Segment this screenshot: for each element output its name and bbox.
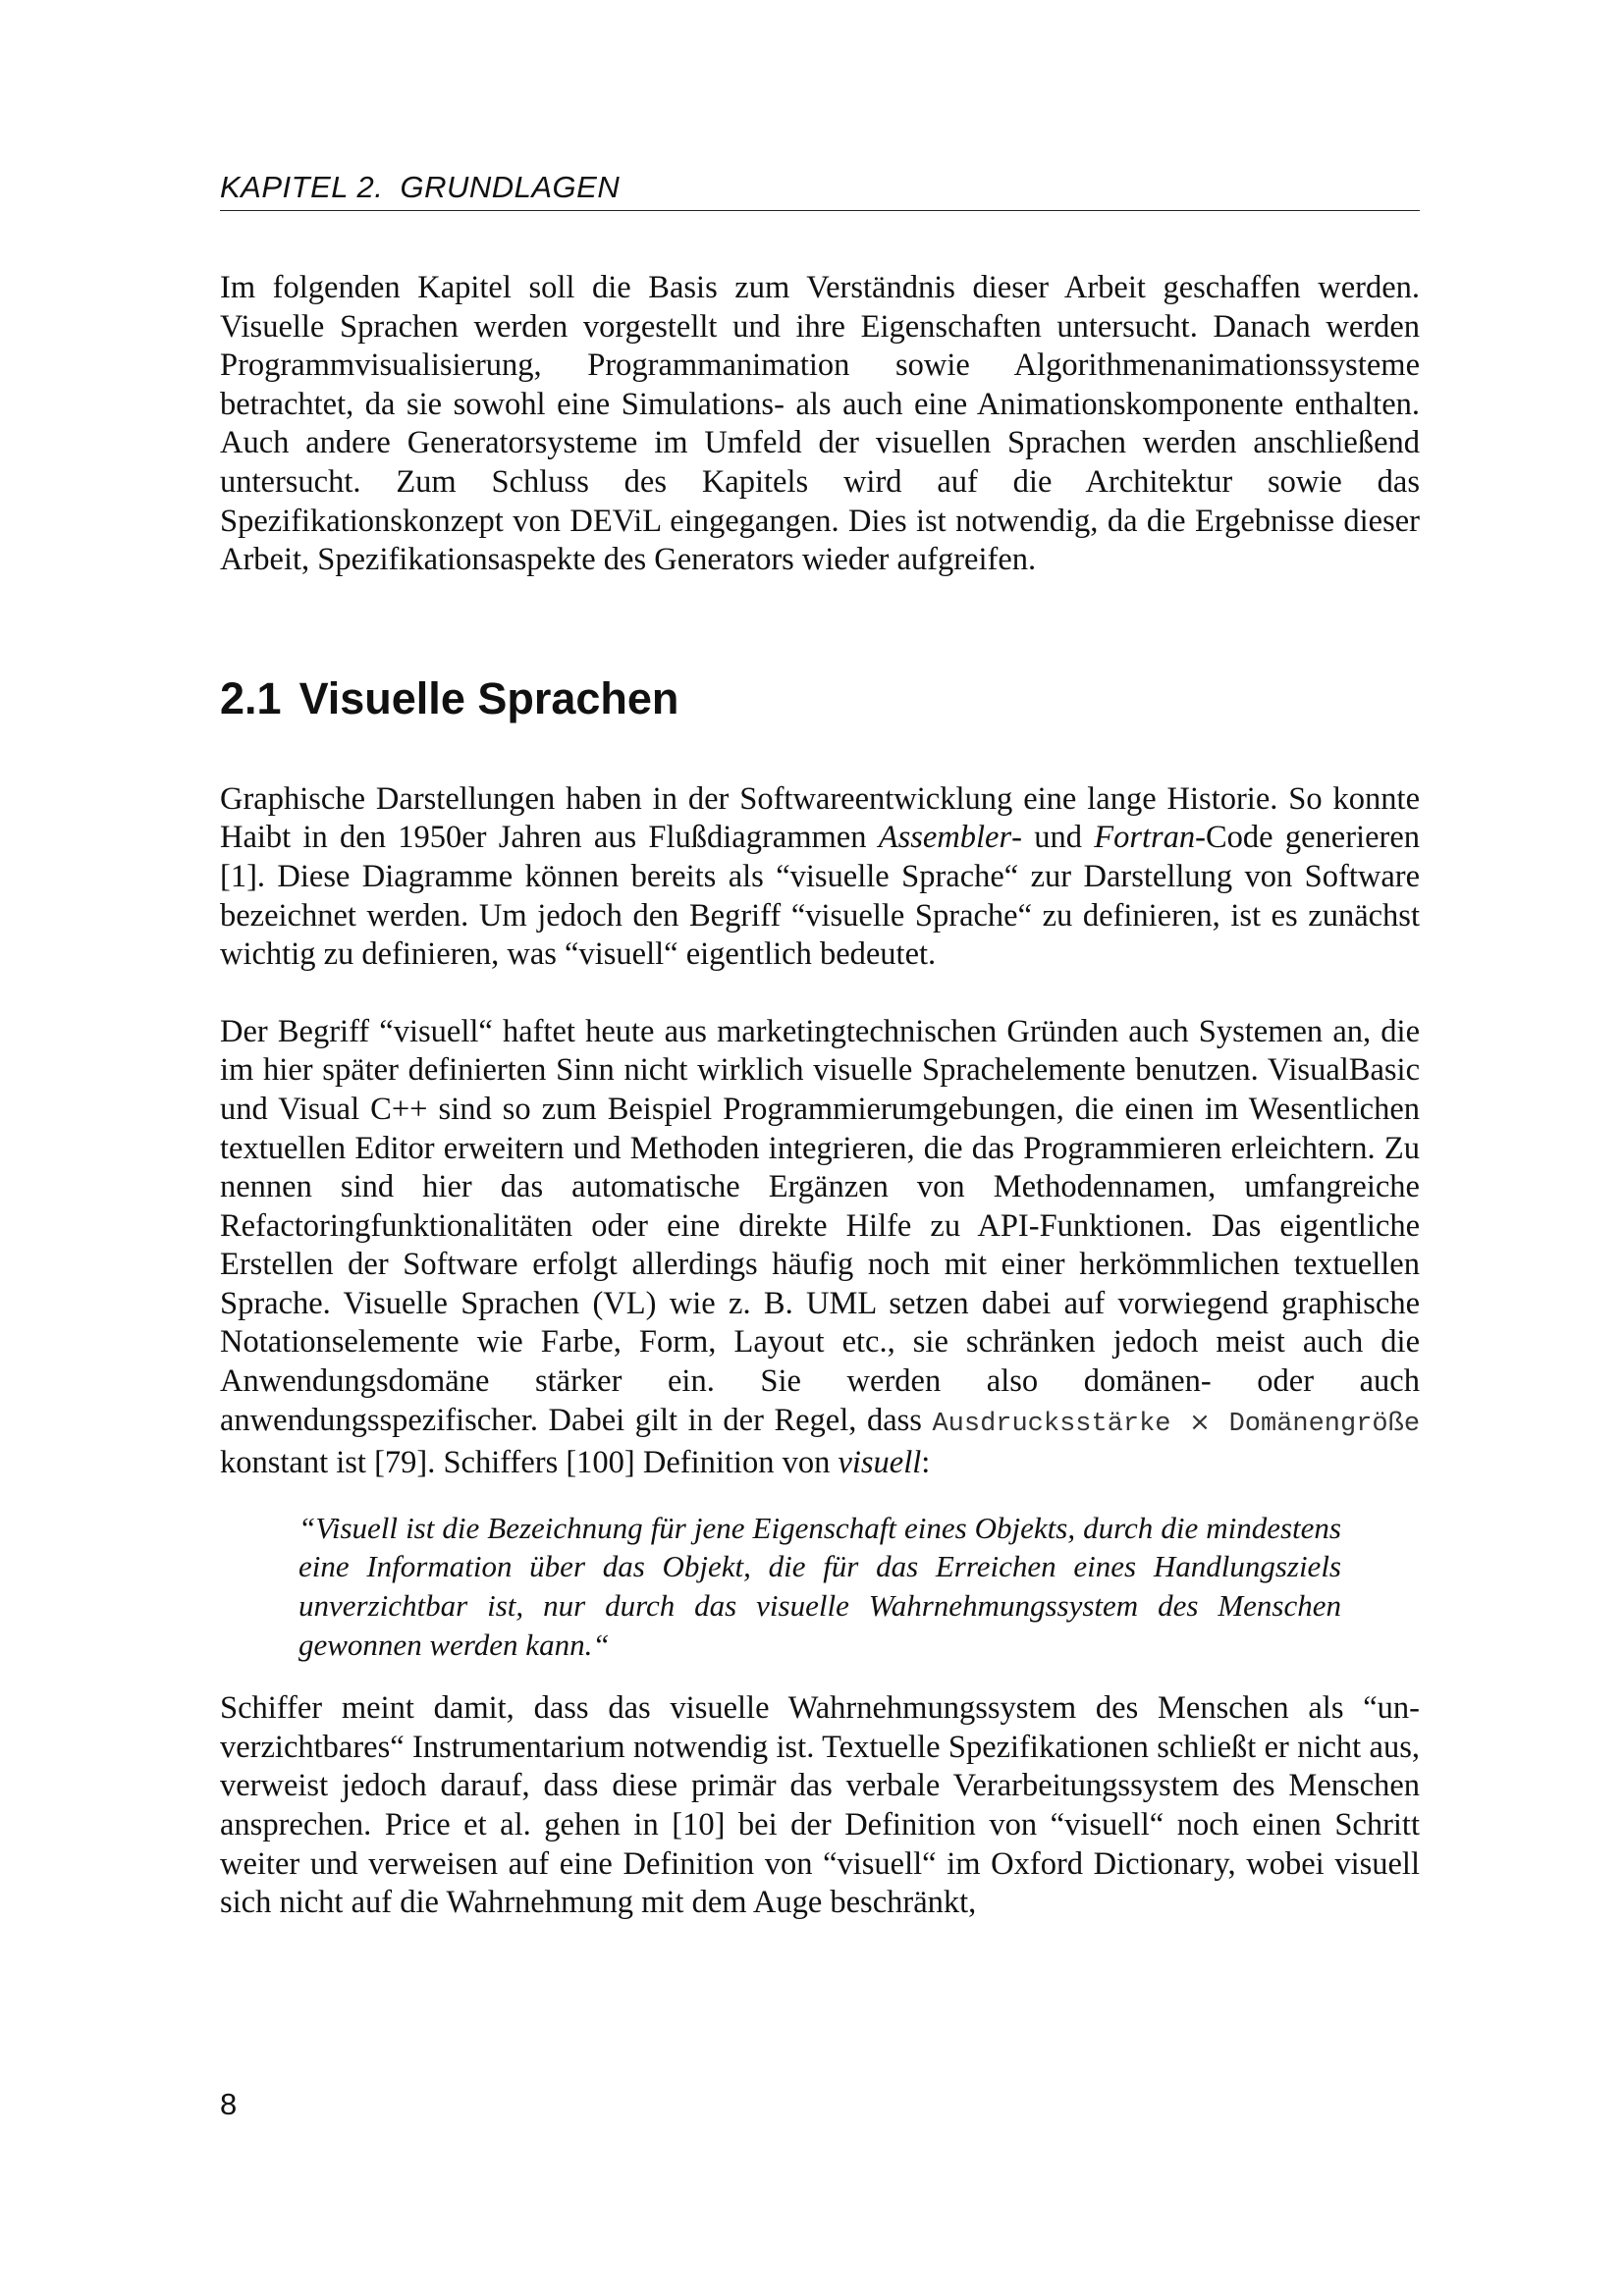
paragraph-2-visuell: visuell (838, 1445, 922, 1481)
header-rule (220, 210, 1420, 211)
running-head-title: GRUNDLAGEN (400, 170, 621, 204)
body-text (220, 269, 1420, 1923)
formula-term-a: Ausdrucksstärke (932, 1409, 1171, 1439)
paragraph-3: Schiffer meint damit, dass das visuelle Wahrnehmungssystem des Menschen als “unverzichtbares“ Instrumentarium notwendig ist. Textuelle Spezifikationen schließt er nicht aus, verweist jedoch darauf, dass diese primär das verbale Verarbeitungssystem des Menschen ansprechen. Price et al. gehen in [10] bei der Definition von “visuell“ noch einen Schritt weiter und verweisen auf eine Definition von “visuell“ im Oxford Dictionary, wobei visuell sich nicht auf die Wahrnehmung mit dem Auge beschränkt, (220, 1690, 1420, 1921)
running-head-chapter: KAPITEL 2. (220, 170, 384, 204)
section-title: Visuelle Sprachen (298, 672, 679, 723)
section-heading (220, 672, 1420, 725)
paragraph-1-text-b: - und (1011, 820, 1095, 856)
paragraph-1 (220, 780, 1420, 975)
running-head (220, 169, 1420, 206)
paragraph-1-text-a: Graphische Darstellungen haben in der Softwareentwicklung eine lange Historie. So konnte Haibt in den 1950er Jahren aus Flußdiagrammen (220, 780, 1420, 856)
page-number: 8 (220, 2087, 238, 2121)
formula (932, 1407, 1421, 1439)
paragraph-1-fortran: Fortran (1094, 820, 1196, 856)
paragraph-2-text-a: Der Begriff “visuell“ haftet heute aus marketingtechnischen Gründen auch Systemen an, die im hier später definierten Sinn nicht wirklich visuelle Sprachelemente benutzen. VisualBasic und Visual C++ sind so zum Beispiel Programmierumgebungen, die einen im Wesentlichen textuellen Editor erweitern und Methoden integrieren, die das Programmieren erleichtern. Zu nennen sind hier das automatische Ergänzen von Methodennamen, umfangreiche Refactoringfunktionalitäten oder eine direkte Hilfe zu API-Funktionen. Das eigentliche Erstellen der Software erfolgt allerdings häufig noch mit einer herkömmlichen textuellen Sprache. Visuelle Sprachen (VL) wie z. B. UML setzen dabei auf vorwiegend graphische Notationselemente wie Farbe, Form, Layout etc., sie schränken jedoch meist auch die Anwendungsdomäne stärker ein. Sie werden also domänen- oder auch anwendungsspezifischer. Dabei gilt in der Regel, dass (220, 1013, 1420, 1438)
blockquote: “Visuell ist die Bezeichnung für jene Eigenschaft eines Objekts, durch die mindestens eine Information über das Objekt, die für das Erreichen eines Handlungsziels unverzichtbar ist, nur durch das visuelle Wahrnehmungssystem des Menschen gewonnen werden kann.“ (298, 1510, 1341, 1662)
intro-paragraph: Im folgenden Kapitel soll die Basis zum Verständnis dieser Arbeit geschaffen werden. Visuelle Sprachen werden vorgestellt und ihre Eigenschaften untersucht. Danach werden Programmvisualisierung, Programmanimation sowie Algorithmenanimationssysteme betrachtet, da sie sowohl eine Simulations- als auch eine Animationskomponente enthalten. Auch andere Generatorsysteme im Umfeld der visuellen Sprachen werden anschließend untersucht. Zum Schluss des Kapitels wird auf die Architektur sowie das Spezifikationskonzept von DEViL eingegangen. Dies ist notwendig, da die Ergebnisse dieser Arbeit, Spezifikationsaspekte des Generators wieder aufgreifen. (220, 270, 1420, 578)
paragraph-1-text-c: -Code generieren [1]. Diese Diagramme können bereits als “visuelle Sprache“ zur Darstellung von Software bezeichnet werden. Um jedoch den Begriff “visuelle Sprache“ zu definieren, ist es zunächst wichtig zu definieren, was “visuell“ eigentlich bedeutet. (220, 820, 1420, 973)
formula-term-b: Domänengröße (1228, 1409, 1421, 1439)
paragraph-2-text-b: konstant ist [79]. Schiffers [100] Definition von (220, 1445, 839, 1481)
paragraph-2 (220, 1013, 1420, 1483)
paragraph-2-text-c: : (921, 1445, 931, 1481)
paragraph-1-assembler: Assembler (878, 820, 1012, 856)
document-page (220, 0, 1420, 2296)
formula-times: × (1189, 1407, 1211, 1437)
section-number: 2.1 (220, 672, 282, 723)
